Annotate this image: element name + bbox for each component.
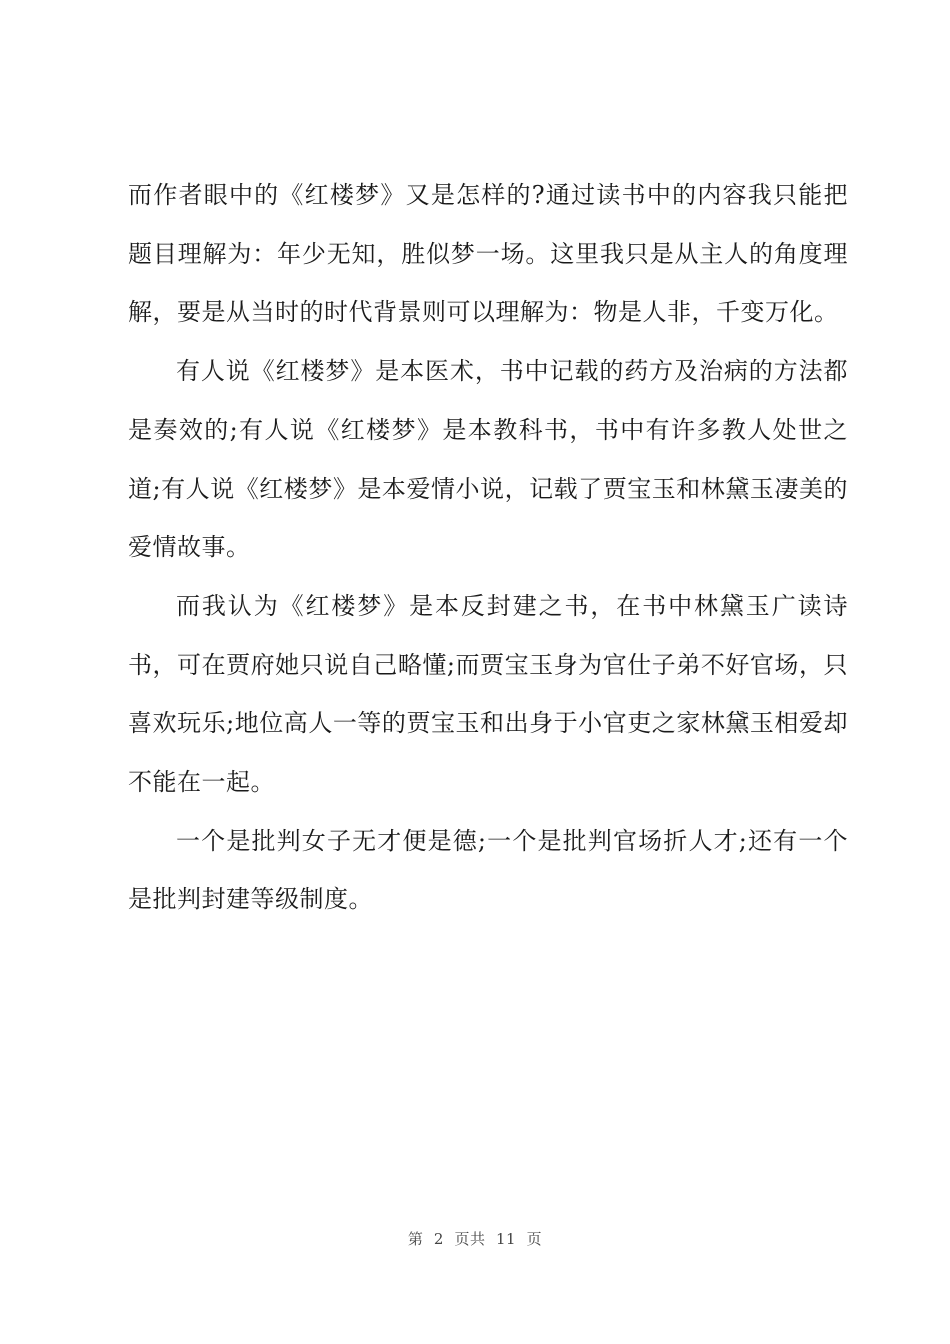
paragraph-1: 而作者眼中的《红楼梦》又是怎样的?通过读书中的内容我只能把题目理解为：年少无知，胜似梦一场。这里我只是从主人的角度理解，要是从当时的时代背景则可以理解为：物是人非，千变万化。 bbox=[128, 181, 848, 327]
document-body bbox=[128, 166, 848, 929]
page-footer bbox=[0, 1228, 950, 1249]
paragraph-2: 有人说《红楼梦》是本医术，书中记载的药方及治病的方法都是奏效的;有人说《红楼梦》是本教科书，书中有许多教人处世之道;有人说《红楼梦》是本爱情小说，记载了贾宝玉和林黛玉凄美的爱情故事。 bbox=[128, 357, 848, 562]
paragraph-4: 一个是批判女子无才便是德;一个是批判官场折人才;还有一个是批判封建等级制度。 bbox=[128, 826, 848, 914]
page-number: 第 2 页共 11 页 bbox=[407, 1230, 543, 1248]
paragraph-3: 而我认为《红楼梦》是本反封建之书，在书中林黛玉广读诗书，可在贾府她只说自己略懂;而贾宝玉身为官仕子弟不好官场，只喜欢玩乐;地位高人一等的贾宝玉和出身于小官吏之家林黛玉相爱却不能在一起。 bbox=[128, 591, 848, 797]
